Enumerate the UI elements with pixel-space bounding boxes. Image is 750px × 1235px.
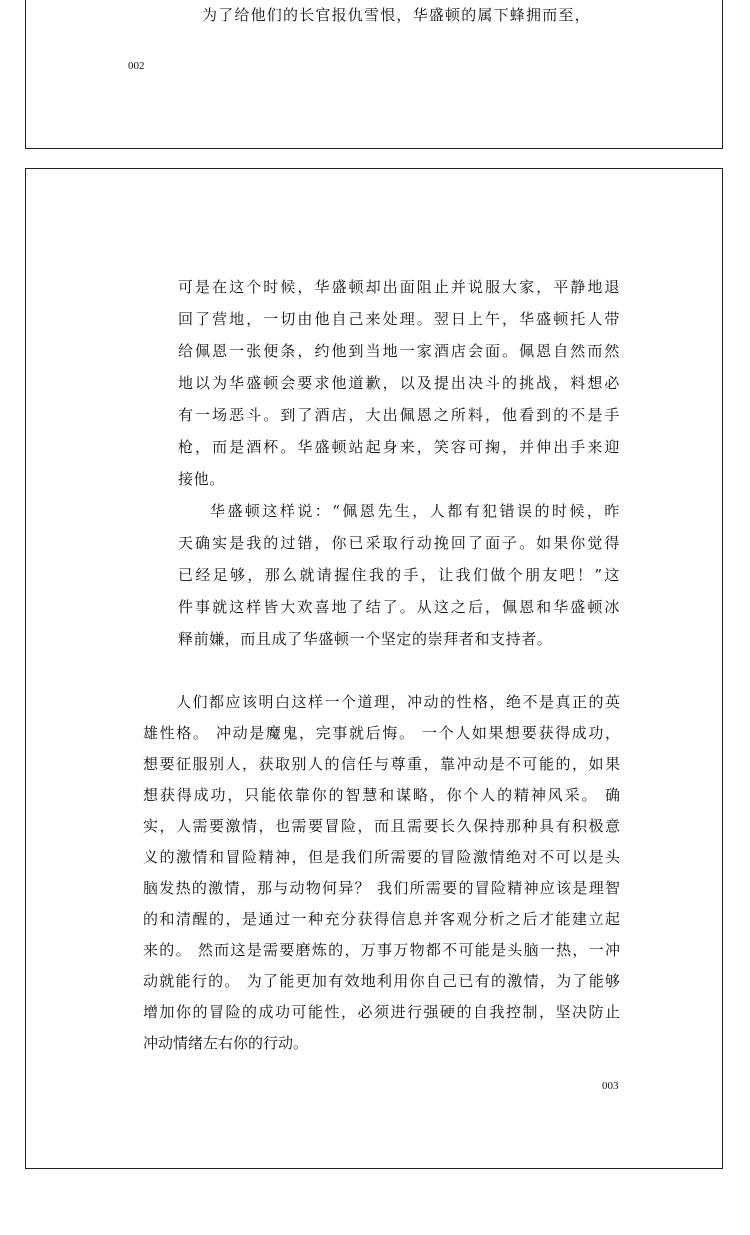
story-line: 给佩恩一张便条，约他到当地一家酒店会面。佩恩自然而然 bbox=[178, 342, 620, 360]
story-line: 华盛顿这样说：“佩恩先生，人都有犯错误的时候，昨 bbox=[210, 502, 620, 520]
body-line: 想获得成功，只能依靠你的智慧和谋略，你个人的精神风采。 确 bbox=[143, 786, 620, 804]
body-line: 冲动情绪左右你的行动。 bbox=[143, 1034, 309, 1052]
body-line: 实，人需要激情，也需要冒险，而且需要长久保持那种具有积极意 bbox=[143, 817, 620, 835]
story-line: 回了营地，一切由他自己来处理。翌日上午，华盛顿托人带 bbox=[178, 310, 620, 328]
page-number: 002 bbox=[128, 60, 145, 72]
story-line: 释前嫌，而且成了华盛顿一个坚定的崇拜者和支持者。 bbox=[178, 630, 553, 648]
body-line: 义的激情和冒险精神，但是我们所需要的冒险激情绝对不可以是头 bbox=[143, 848, 620, 866]
page-003 bbox=[25, 168, 723, 1169]
story-line: 件事就这样皆大欢喜地了结了。从这之后，佩恩和华盛顿冰 bbox=[178, 598, 620, 616]
body-line: 想要征服别人，获取别人的信任与尊重，靠冲动是不可能的，如果 bbox=[143, 755, 620, 773]
story-line: 枪，而是酒杯。华盛顿站起身来，笑容可掬，并伸出手来迎 bbox=[178, 438, 620, 456]
story-line: 可是在这个时候，华盛顿却出面阻止并说服大家，平静地退 bbox=[178, 278, 620, 296]
text-line: 为了给他们的长官报仇雪恨，华盛顿的属下蜂拥而至， bbox=[202, 6, 591, 24]
body-line: 脑发热的激情，那与动物何异？ 我们所需要的冒险精神应该是理智 bbox=[143, 879, 620, 897]
story-line: 地以为华盛顿会要求他道歉，以及提出决斗的挑战，料想必 bbox=[178, 374, 620, 392]
body-line: 动就能行的。 为了能更加有效地利用你自己已有的激情，为了能够 bbox=[143, 972, 620, 990]
story-line: 天确实是我的过错，你已采取行动挽回了面子。如果你觉得 bbox=[178, 534, 620, 552]
page-number: 003 bbox=[602, 1080, 619, 1092]
body-line: 来的。 然而这是需要磨炼的，万事万物都不可能是头脑一热，一冲 bbox=[143, 941, 620, 959]
story-line: 有一场恶斗。到了酒店，大出佩恩之所料，他看到的不是手 bbox=[178, 406, 620, 424]
story-line: 接他。 bbox=[178, 470, 225, 488]
page-002 bbox=[25, 0, 723, 149]
body-line: 增加你的冒险的成功可能性，必须进行强硬的自我控制，坚决防止 bbox=[143, 1003, 620, 1021]
body-line: 人们都应该明白这样一个道理，冲动的性格，绝不是真正的英 bbox=[176, 693, 620, 711]
body-line: 的和清醒的，是通过一种充分获得信息并客观分析之后才能建立起 bbox=[143, 910, 620, 928]
story-line: 已经足够，那么就请握住我的手，让我们做个朋友吧！”这 bbox=[178, 566, 620, 584]
body-line: 雄性格。 冲动是魔鬼，完事就后悔。 一个人如果想要获得成功， bbox=[143, 724, 620, 742]
